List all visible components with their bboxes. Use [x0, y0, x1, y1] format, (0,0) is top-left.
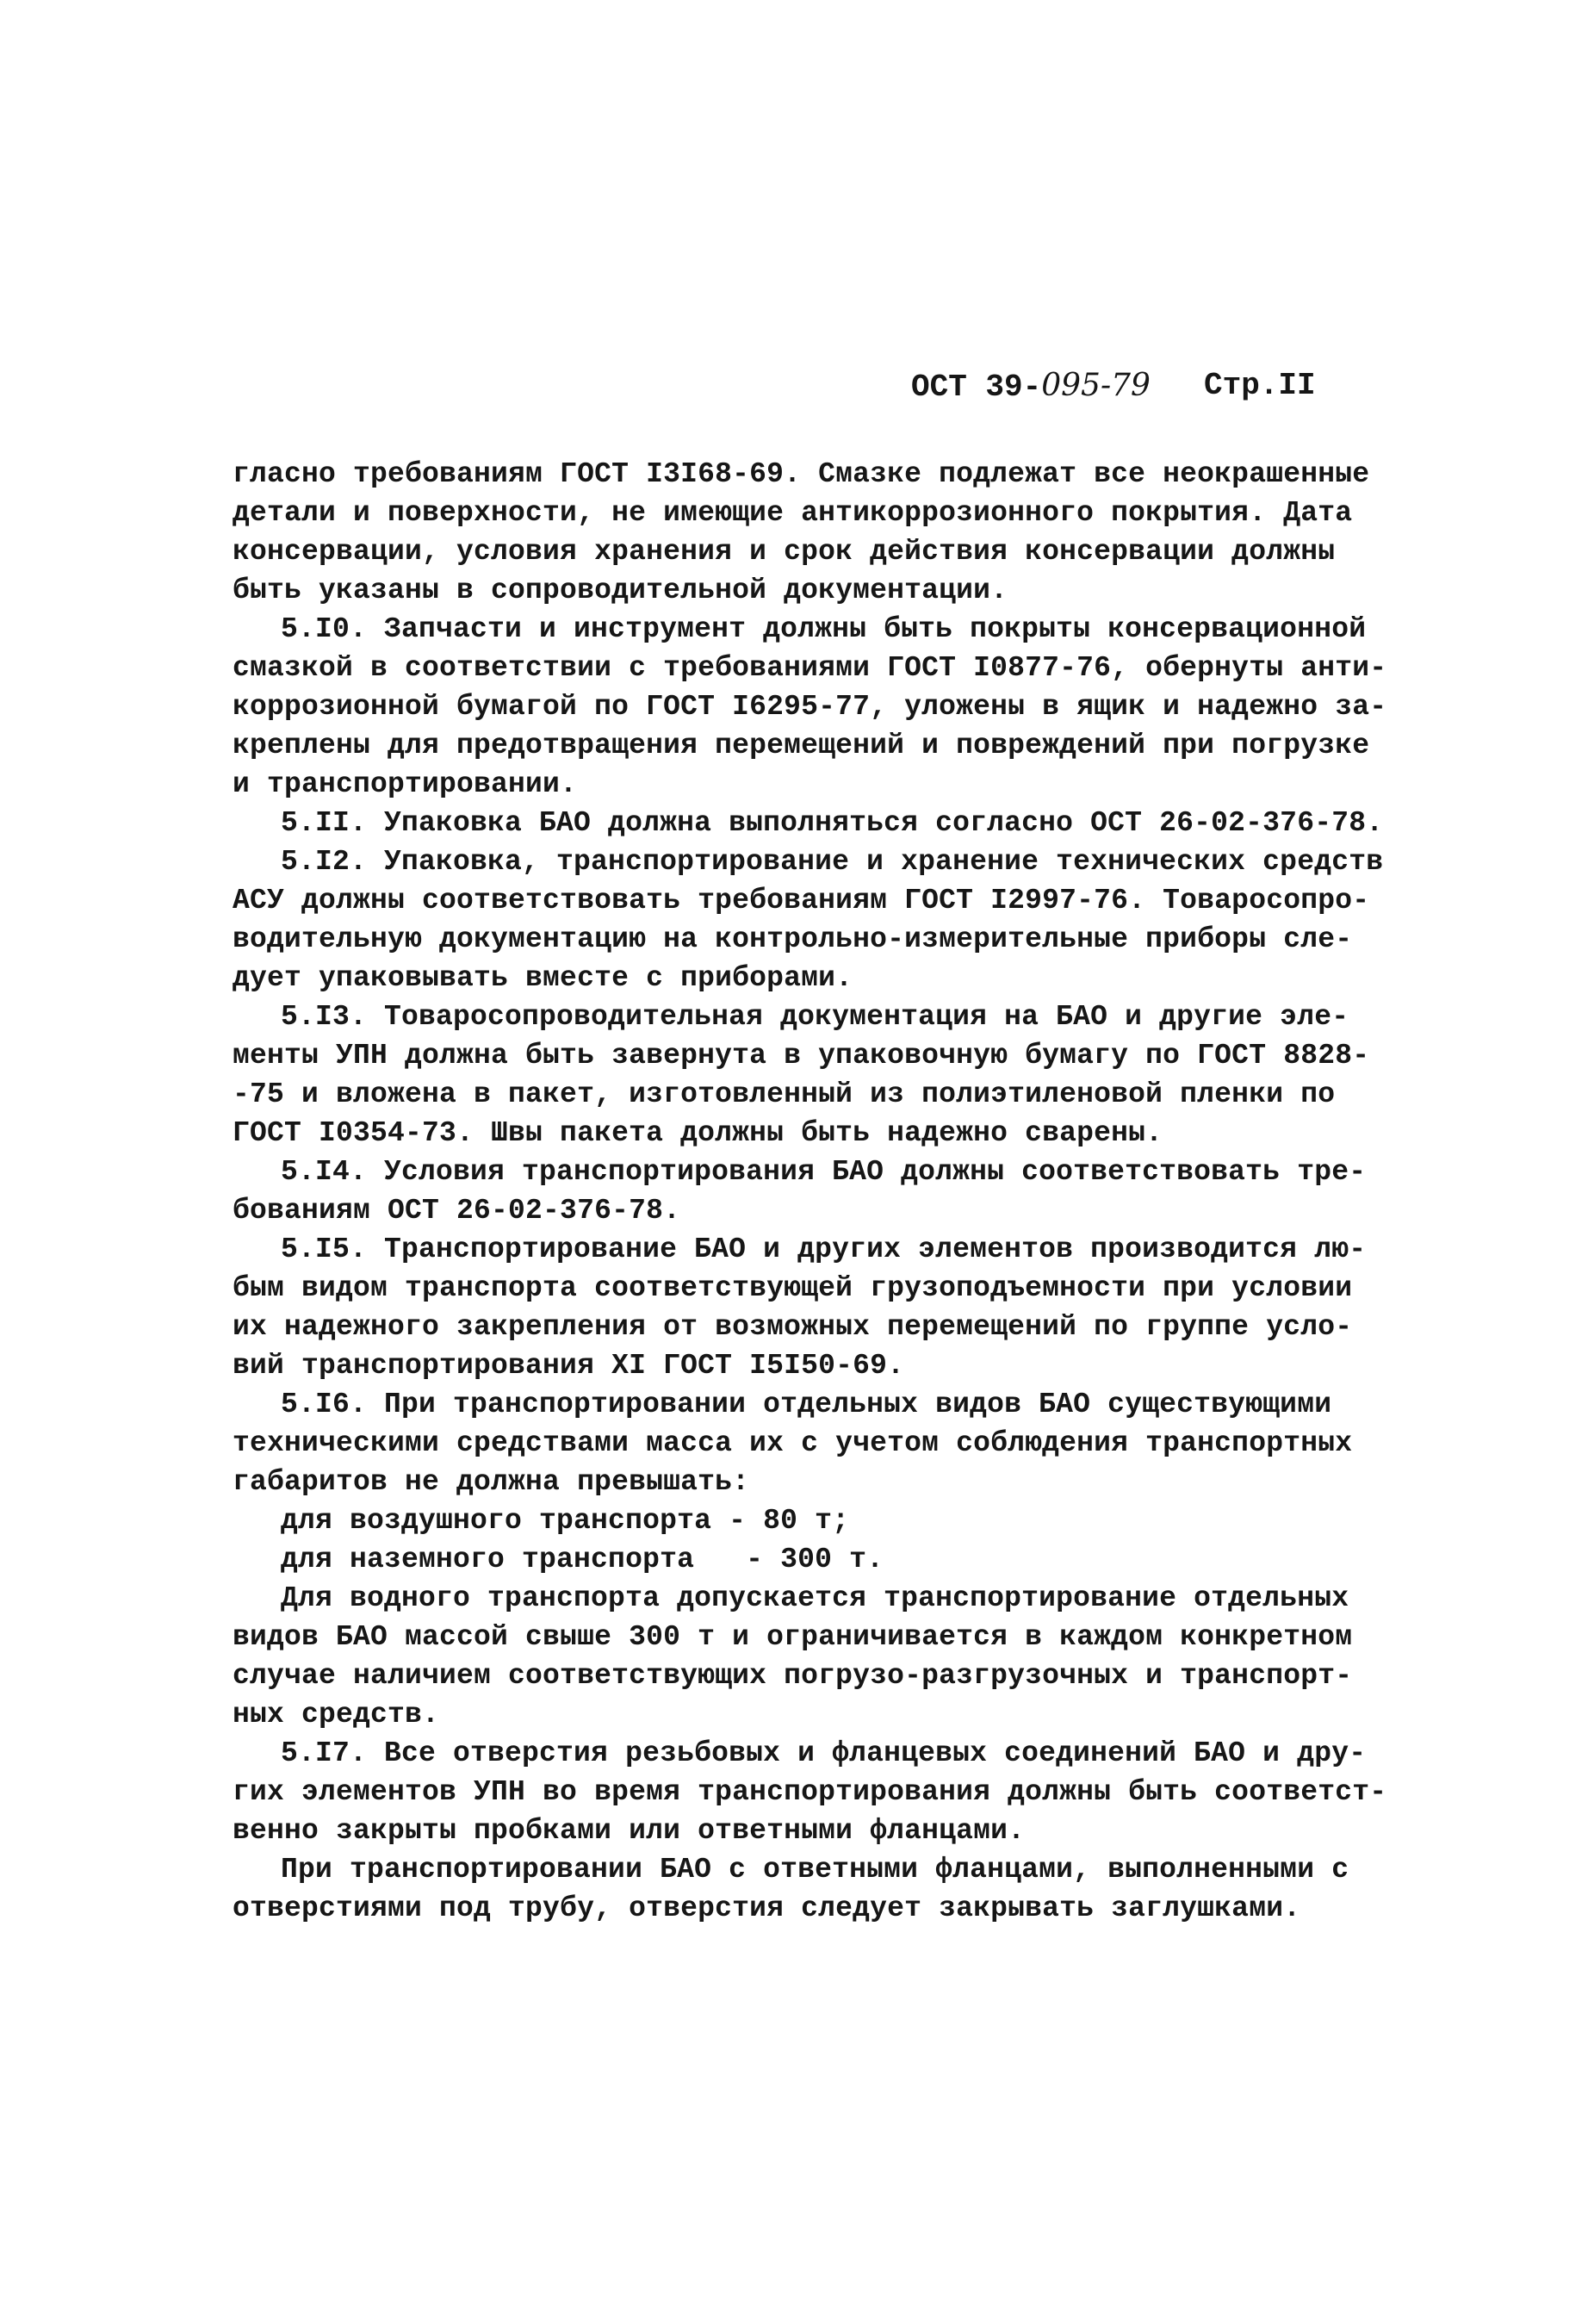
- text-line: ных средств.: [233, 1699, 440, 1731]
- text-line: случае наличием соответствующих погрузо-разгрузочных и транспорт-: [233, 1660, 1353, 1692]
- text-line: для наземного транспорта - 300 т.: [281, 1544, 884, 1575]
- text-line: бым видом транспорта соответствующей грузоподъемности при условии: [233, 1272, 1353, 1304]
- text-line: для воздушного транспорта - 80 т;: [281, 1505, 850, 1537]
- page-header: [911, 365, 1324, 407]
- document-body: [233, 455, 1387, 1928]
- text-line: 5.I0. Запчасти и инструмент должны быть покрыты консервационной: [281, 613, 1367, 645]
- text-line: ГОСТ I0354-73. Швы пакета должны быть надежно сварены.: [233, 1117, 1163, 1149]
- text-line: 5.I7. Все отверстия резьбовых и фланцевых соединений БАО и дру-: [281, 1737, 1367, 1769]
- text-line: При транспортировании БАО с ответными фланцами, выполненными с: [281, 1854, 1349, 1886]
- text-line: АСУ должны соответствовать требованиям ГОСТ I2997-76. Товаросопро-: [233, 885, 1370, 917]
- text-line: быть указаны в сопроводительной документации.: [233, 575, 1008, 606]
- page-number: Стр.II: [1204, 368, 1316, 403]
- text-line: Для водного транспорта допускается транспортирование отдельных: [281, 1582, 1349, 1614]
- text-line: вий транспортирования XI ГОСТ I5I50-69.: [233, 1350, 905, 1382]
- text-line: 5.I6. При транспортировании отдельных видов БАО существующими: [281, 1389, 1332, 1420]
- text-line: 5.I5. Транспортирование БАО и других элементов производится лю-: [281, 1233, 1367, 1265]
- text-line: их надежного закрепления от возможных перемещений по группе усло-: [233, 1311, 1353, 1343]
- document-code: ОСТ 39-095-79: [911, 368, 1151, 405]
- text-line: видов БАО массой свыше 300 т и ограничивается в каждом конкретном: [233, 1621, 1353, 1653]
- text-line: отверстиями под трубу, отверстия следует закрывать заглушками.: [233, 1892, 1301, 1924]
- text-line: гих элементов УПН во время транспортирования должны быть соответст-: [233, 1776, 1387, 1808]
- text-line: техническими средствами масса их с учетом соблюдения транспортных: [233, 1427, 1353, 1459]
- text-line: 5.I4. Условия транспортирования БАО должны соответствовать тре-: [281, 1156, 1367, 1188]
- text-line: -75 и вложена в пакет, изготовленный из полиэтиленовой пленки по: [233, 1078, 1336, 1110]
- text-line: дует упаковывать вместе с приборами.: [233, 962, 853, 994]
- text-line: коррозионной бумагой по ГОСТ I6295-77, уложены в ящик и надежно за-: [233, 691, 1387, 723]
- document-number: 095-79: [1041, 368, 1151, 403]
- text-line: габаритов не должна превышать:: [233, 1466, 750, 1498]
- text-line: гласно требованиям ГОСТ I3I68-69. Смазке подлежат все неокрашенные: [233, 458, 1370, 490]
- text-line: смазкой в соответствии с требованиями ГОСТ I0877-76, обернуты анти-: [233, 652, 1387, 684]
- text-line: 5.II. Упаковка БАО должна выполняться согласно ОСТ 26-02-376-78.: [281, 807, 1384, 839]
- text-line: венно закрыты пробками или ответными фланцами.: [233, 1815, 1026, 1847]
- text-line: 5.I2. Упаковка, транспортирование и хранение технических средств: [281, 846, 1384, 878]
- text-line: креплены для предотвращения перемещений и повреждений при погрузке: [233, 730, 1370, 761]
- text-line: 5.I3. Товаросопроводительная документация на БАО и другие эле-: [281, 1001, 1349, 1033]
- text-line: менты УПН должна быть завернута в упаковочную бумагу по ГОСТ 8828-: [233, 1040, 1370, 1072]
- text-line: детали и поверхности, не имеющие антикоррозионного покрытия. Дата: [233, 497, 1353, 529]
- text-line: бованиям ОСТ 26-02-376-78.: [233, 1195, 681, 1227]
- text-line: водительную документацию на контрольно-измерительные приборы сле-: [233, 923, 1353, 955]
- text-line: и транспортировании.: [233, 768, 578, 800]
- text-line: консервации, условия хранения и срок действия консервации должны: [233, 536, 1336, 568]
